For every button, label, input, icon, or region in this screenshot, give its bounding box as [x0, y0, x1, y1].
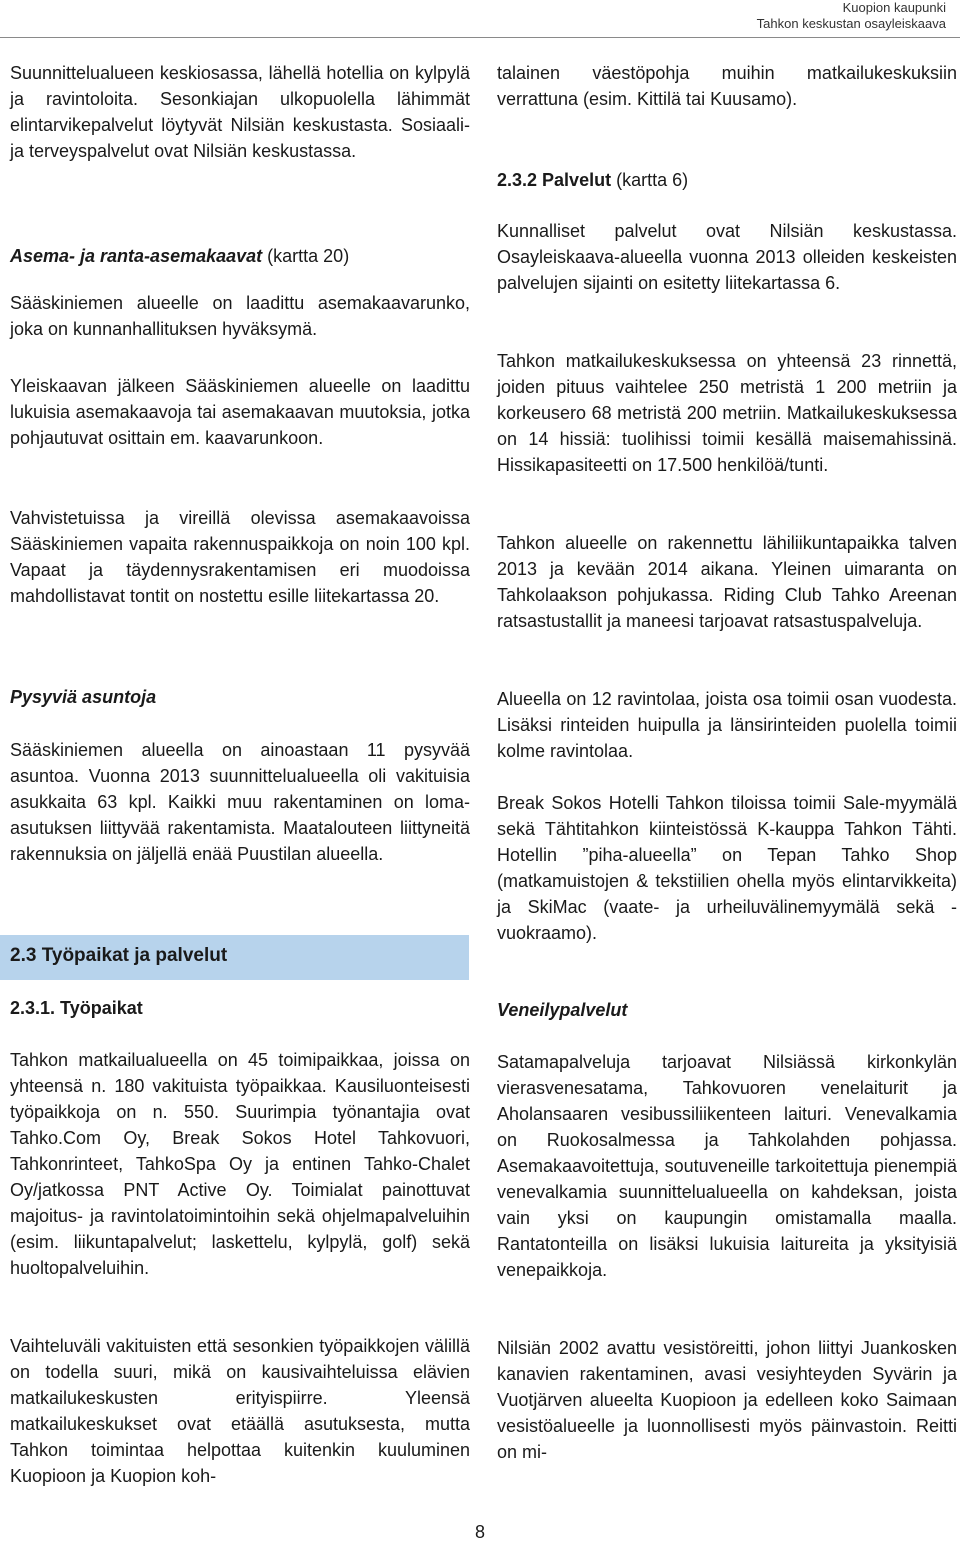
asunnot-paragraph: Sääskiniemen alueella on ainoastaan 11 pysyvää asuntoa. Vuonna 2013 suunnittelualueella oli vakituisia asukkaita 63 kpl. Kaikki muu rakentaminen on loma-asutuksen liittyvää rakentamista. Maatalouteen liittyneitä rakennuksia on jäljellä enää Puustilan alueella.	[10, 740, 470, 864]
vene-paragraph-2: Nilsiän 2002 avattu vesistöreitti, johon liittyi Juankosken kanavien rakentaminen, avasi vesiyhteyden Syvärin ja Vuotjärven alueelta Kuopioon ja edelleen koko Saimaan vesistöalueelle ja luonnollisesti myös päinvastoin. Reitti on mi-	[497, 1338, 957, 1462]
palvelut-paragraph-4: Alueella on 12 ravintolaa, joista osa toimii osan vuodesta. Lisäksi rinteiden huipulla ja länsirinteiden puolella toimii kolme ravintolaa.	[497, 689, 957, 761]
palvelut-heading-map-ref: (kartta 6)	[611, 170, 689, 190]
continuation-paragraph: talainen väestöpohja muihin matkailukeskuksiin verrattuna (esim. Kittilä tai Kuusamo).	[497, 63, 957, 109]
subsection-heading: 2.3.1. Työpaikat	[10, 998, 143, 1018]
section-heading: 2.3 Työpaikat ja palvelut	[10, 945, 228, 966]
asema-heading-map-ref: (kartta 20)	[262, 246, 350, 266]
tyopaikat-paragraph-2: Vaihteluväli vakituisten että sesonkien työpaikkojen välillä on todella suuri, mikä on kausivaihteluissa elävien matkailukeskusten erityispiirre. Yleensä matkailukeskukset ovat etäällä asutuksesta, mutta Tahkon toimintaa helpottaa kuitenkin kuuluminen Kuopioon ja Kuopion koh-	[10, 1336, 470, 1486]
palvelut-paragraph-1: Kunnalliset palvelut ovat Nilsiän keskustassa. Osayleiskaava-alueella vuonna 2013 olleiden keskeisten palvelujen sijainti on esitetty liitekartassa 6.	[497, 221, 957, 293]
header-document-title: Tahkon keskustan osayleiskaava	[756, 16, 946, 31]
intro-paragraph: Suunnittelualueen keskiosassa, lähellä hotellia on kylpylä ja ravintoloita. Sesonkiajan ulkopuolella lähimmät elintarvikepalvelut löytyvät Nilsiän keskustasta. Sosiaali- ja terveyspalvelut ovat Nilsiän keskustassa.	[10, 63, 470, 161]
palvelut-paragraph-3: Tahkon alueelle on rakennettu lähiliikuntapaikka talven 2013 ja kevään 2014 aikana. Yleinen uimaranta on Tahkolaakson pohjukassa. Riding Club Tahko Areenan ratsastustallit ja maneesi tarjoavat ratsastuspalveluja.	[497, 533, 957, 631]
asema-paragraph-3: Vahvistetuissa ja vireillä olevissa asemakaavoissa Sääskiniemen vapaita rakennuspaikkoja on noin 100 kpl. Vapaat ja täydennysrakentamisen eri muodoissa mahdollistavat tontit on nostettu esille liitekartassa 20.	[10, 508, 470, 606]
asunnot-heading: Pysyviä asuntoja	[10, 687, 157, 707]
page-number: 8	[474, 1522, 485, 1541]
asema-heading-title: Asema- ja ranta-asemakaavat	[10, 246, 263, 266]
tyopaikat-paragraph-1: Tahkon matkailualueella on 45 toimipaikkaa, joissa on yhteensä n. 180 vakituista työpaikkaa. Kausiluonteisesti työpaikkoja on n. 550. Suurimpia työnantajia ovat Tahko.Com Oy, Break Sokos Hotel Tahkovuori, Tahkonrinteet, TahkoSpa Oy ja entinen Tahko-Chalet Oy/jatkossa PNT Active Oy. Toimialat painottuvat majoitus- ja ravintolatoimintoihin sekä ohjelmapalveluihin (esim. liikuntapalvelut; laskettelu, kylpylä, golf) sekä huoltopalveluihin.	[10, 1050, 470, 1278]
header-organization: Kuopion kaupunki	[842, 0, 946, 15]
palvelut-heading-title: 2.3.2 Palvelut	[497, 170, 612, 190]
asema-heading	[10, 243, 470, 269]
asema-paragraph-1: Sääskiniemen alueelle on laadittu asemakaavarunko, joka on kunnanhallituksen hyväksymä.	[10, 293, 470, 339]
page-header	[0, 0, 960, 40]
header-divider	[0, 37, 960, 38]
vene-heading: Veneilypalvelut	[497, 1000, 628, 1020]
asema-paragraph-2: Yleiskaavan jälkeen Sääskiniemen alueelle on laadittu lukuisia asemakaavoja tai asemakaavan muutoksia, jotka pohjautuvat osittain em. kaavarunkoon.	[10, 376, 470, 448]
palvelut-paragraph-2: Tahkon matkailukeskuksessa on yhteensä 23 rinnettä, joiden pituus vaihtelee 250 metristä 1 200 metriin ja korkeusero 68 metristä 200 metriin. Matkailukeskuksessa on 14 hissiä: tuolihissi toimii kesällä maisemahissinä. Hissikapasiteetti on 17.500 henkilöä/tunti.	[497, 351, 957, 475]
palvelut-paragraph-5: Break Sokos Hotelli Tahkon tiloissa toimii Sale-myymälä sekä Tähtitahkon kiinteistössä K-kauppa Tahkon Tähti. Hotellin ”piha-alueella” on Tepan Tahko Shop (matkamuistojen & tekstiilien ohella myös elintarvikkeita) ja SkiMac (vaate- ja urheiluvälinemyymälä sekä -vuokraamo).	[497, 793, 957, 943]
palvelut-heading	[497, 167, 957, 193]
vene-paragraph-1: Satamapalveluja tarjoavat Nilsiässä kirkonkylän vierasvenesatama, Tahkovuoren venelaiturit ja Aholansaaren vesibussiliikenteen laituri. Venevalkamia on Ruokosalmessa ja Tahkolahden pohjassa. Asemakaavoitettuja, soutuveneille tarkoitettuja pienempiä venevalkamia suunnittelualueella on kahdeksan, joista vain yksi on kaupungin omistamalla maalla. Rantatonteilla on lisäksi lukuisia laitureita ja yksityisiä venepaikkoja.	[497, 1052, 957, 1280]
